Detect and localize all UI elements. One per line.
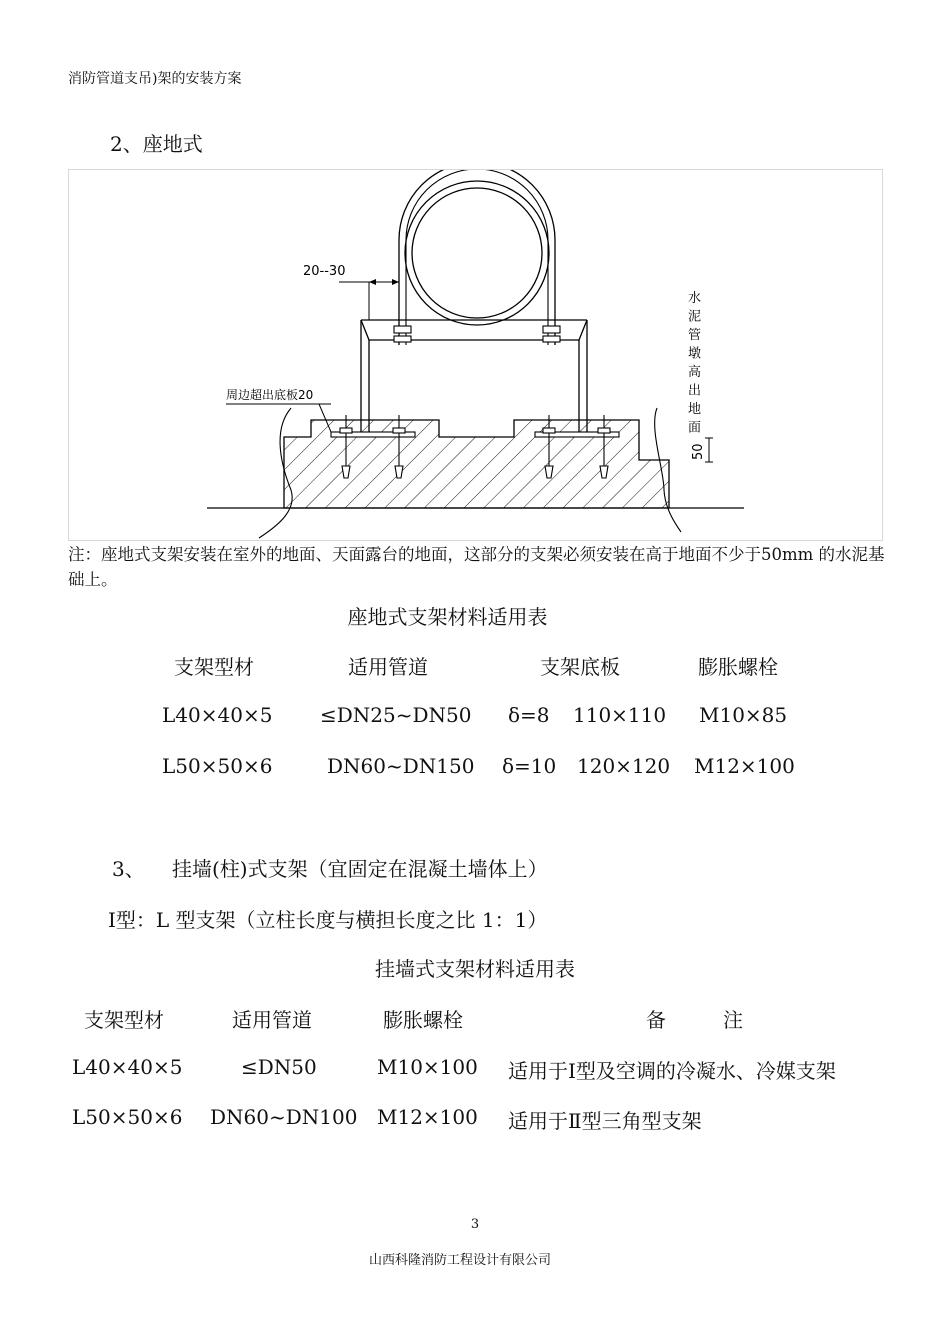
company-name: 山西科隆消防工程设计有限公司 — [368, 1253, 551, 1268]
table1-r1-pipe: ≤DN25~DN50 — [320, 703, 472, 727]
vertical-char-1: 泥 — [688, 309, 702, 325]
table2-header-remark-2: 注 — [723, 1008, 743, 1032]
section-3-title: 挂墙(柱)式支架（宜固定在混凝土墙体上） — [172, 857, 548, 881]
table2-r1-remark: 适用于Ⅰ型及空调的冷凝水、冷媒支架 — [508, 1059, 836, 1083]
table2-r2-pipe: DN60~DN100 — [210, 1105, 358, 1129]
vertical-char-2: 管 — [688, 328, 702, 343]
vertical-char-3: 墩 — [688, 346, 702, 362]
table1-r1-plate-size: 110×110 — [573, 703, 667, 727]
table1-r2-bolt: M12×100 — [694, 754, 795, 778]
table1-r2-pipe: DN60~DN150 — [327, 754, 475, 778]
table2-header-pipe: 适用管道 — [232, 1008, 312, 1032]
table1-caption: 座地式支架材料适用表 — [347, 605, 548, 629]
table1-r2-profile: L50×50×6 — [162, 754, 273, 778]
table2-caption: 挂墙式支架材料适用表 — [375, 957, 575, 981]
note-text: 注：座地式支架安装在室外的地面、天面露台的地面，这部分的支架必须安装在高于地面不少于50mm 的水泥基础上。 — [68, 545, 885, 589]
table1-header-pipe: 适用管道 — [348, 655, 428, 679]
vertical-label — [688, 290, 701, 436]
table1-header-bolt: 膨胀螺栓 — [698, 655, 778, 679]
vertical-char-5: 出 — [688, 383, 702, 399]
table2-r1-profile: L40×40×5 — [72, 1055, 183, 1079]
table1-r1-thickness: δ=8 — [508, 703, 550, 727]
page-number: 3 — [470, 1217, 480, 1232]
table2-r1-pipe: ≤DN50 — [241, 1055, 317, 1079]
section-3-number: 3、 — [112, 857, 145, 881]
table2-header-bolt: 膨胀螺栓 — [383, 1008, 463, 1032]
plate-label-text: 周边超出底板20 — [226, 388, 314, 402]
vertical-char-6: 地 — [688, 402, 702, 417]
table1-r1-bolt: M10×85 — [699, 703, 788, 727]
table2-r2-bolt: M12×100 — [377, 1105, 478, 1129]
vertical-char-7: 面 — [688, 420, 702, 436]
section-3-subtitle: Ⅰ型：L 型支架（立柱长度与横担长度之比 1：1） — [108, 908, 548, 932]
section-2-title: 2、座地式 — [110, 132, 203, 156]
table2-r1-bolt: M10×100 — [377, 1055, 478, 1079]
pipe-outer — [405, 181, 549, 325]
vertical-char-0: 水 — [688, 291, 702, 306]
table2-header-remark-1: 备 — [646, 1008, 666, 1032]
floor-support-diagram — [68, 169, 883, 541]
table1-header-plate: 支架底板 — [540, 655, 620, 679]
table2-r2-remark: 适用于Ⅱ型三角型支架 — [508, 1109, 702, 1133]
table1-header-profile: 支架型材 — [174, 655, 254, 679]
table2-header-profile: 支架型材 — [84, 1008, 164, 1032]
pipe-inner — [412, 188, 542, 318]
dim-label-text: 20--30 — [303, 264, 346, 279]
page-header: 消防管道支吊)架的安装方案 — [68, 71, 242, 87]
table2-r2-profile: L50×50×6 — [72, 1105, 183, 1129]
vertical-char-4: 高 — [688, 365, 702, 380]
table1-r1-profile: L40×40×5 — [162, 703, 273, 727]
table1-r2-plate-size: 120×120 — [577, 754, 671, 778]
table1-r2-thickness: δ=10 — [502, 754, 557, 778]
height-value-text: 50 — [691, 443, 706, 460]
diagram-svg — [69, 170, 882, 540]
u-bolt — [399, 170, 555, 345]
